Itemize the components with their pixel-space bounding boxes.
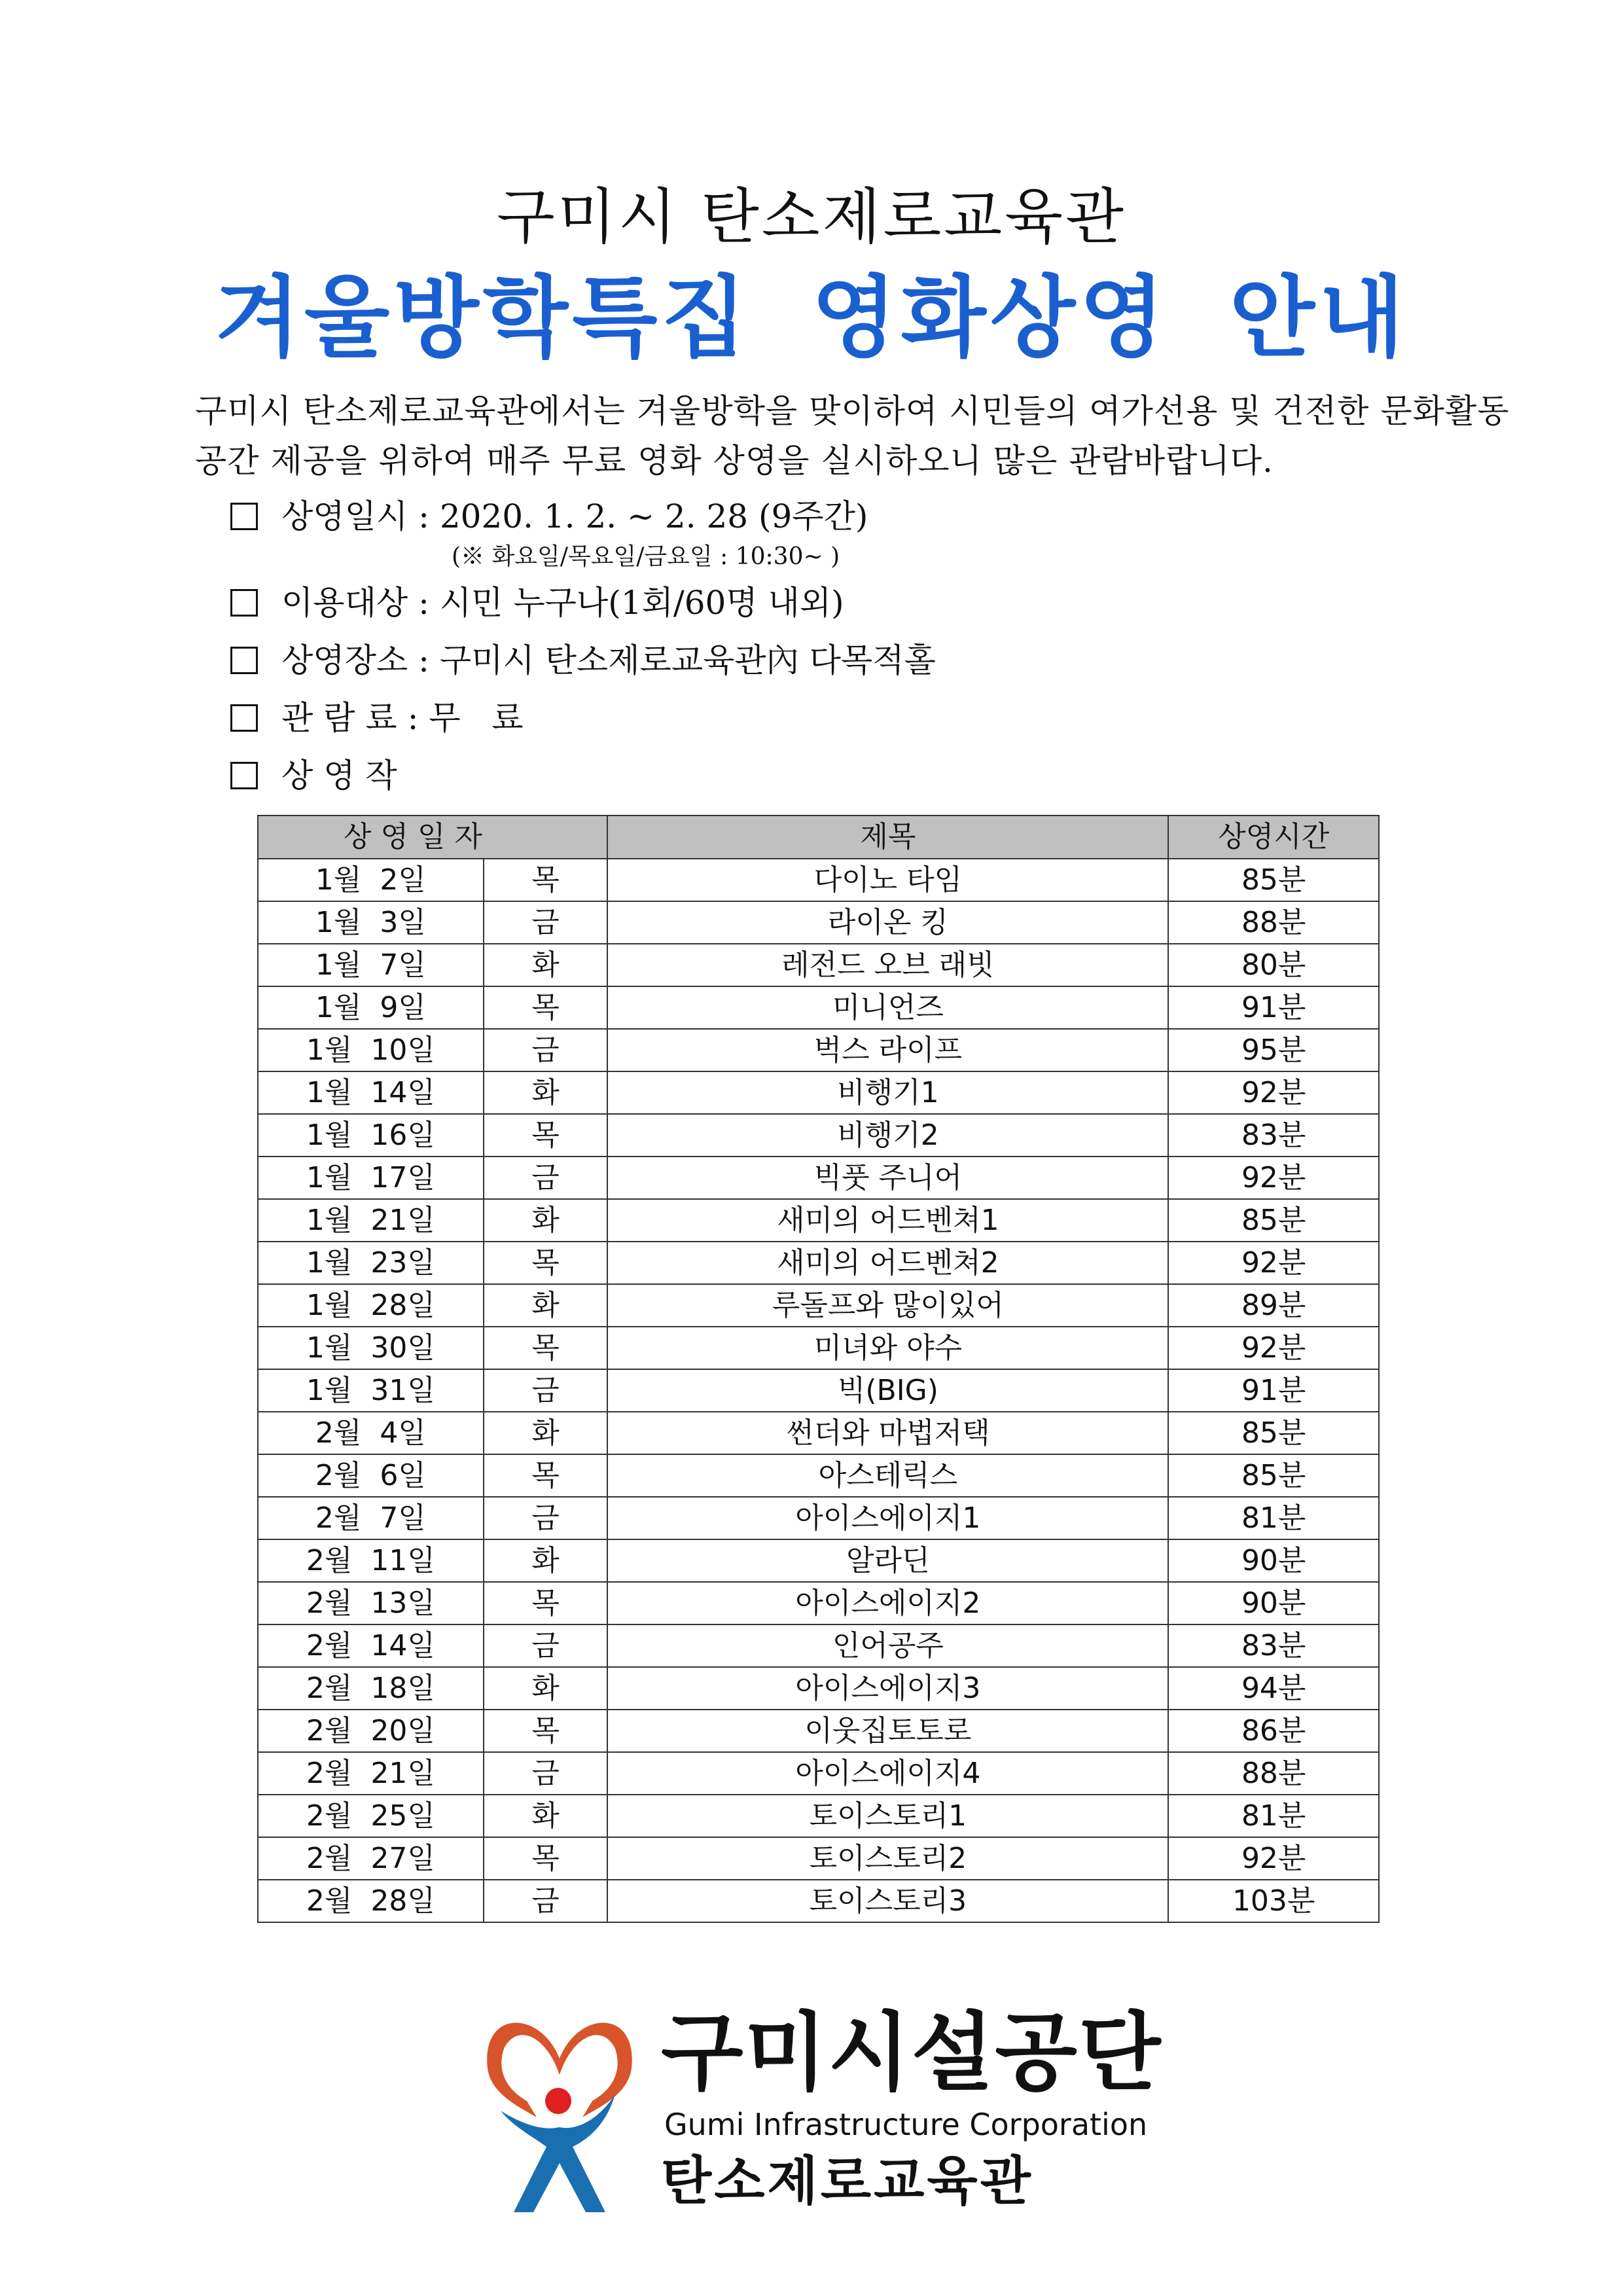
cell-runtime: 83분 (1168, 1624, 1379, 1667)
cell-runtime: 94분 (1168, 1667, 1379, 1710)
cell-weekday: 목 (484, 1242, 608, 1284)
cell-runtime: 85분 (1168, 1199, 1379, 1242)
table-row (258, 986, 1379, 1029)
checkbox-icon (230, 589, 258, 617)
cell-runtime: 88분 (1168, 901, 1379, 944)
cell-title: 새미의 어드벤쳐2 (607, 1242, 1168, 1284)
cell-title: 인어공주 (607, 1624, 1168, 1667)
cell-weekday: 목 (484, 859, 608, 901)
cell-runtime: 83분 (1168, 1114, 1379, 1157)
cell-weekday: 목 (484, 1454, 608, 1497)
cell-runtime: 92분 (1168, 1327, 1379, 1369)
table-row (258, 1624, 1379, 1667)
info-item-films (230, 757, 397, 795)
cell-runtime: 80분 (1168, 944, 1379, 986)
subtitle: 구미시 탄소제로교육관 (497, 182, 1126, 252)
cell-date: 1월 17일 (258, 1157, 484, 1199)
cell-weekday: 화 (484, 1412, 608, 1454)
cell-runtime: 85분 (1168, 1454, 1379, 1497)
table-row (258, 1539, 1379, 1582)
table-row (258, 901, 1379, 944)
table-row (258, 1242, 1379, 1284)
cell-title: 알라딘 (607, 1539, 1168, 1582)
cell-runtime: 81분 (1168, 1497, 1379, 1539)
cell-weekday: 금 (484, 1369, 608, 1412)
cell-title: 아스테릭스 (607, 1454, 1168, 1497)
cell-weekday: 금 (484, 1880, 608, 1922)
table-row (258, 944, 1379, 986)
cell-title: 미니언즈 (607, 986, 1168, 1029)
logo-emblem (474, 1996, 645, 2219)
checkbox-icon (230, 503, 258, 530)
checkbox-icon (230, 704, 258, 732)
cell-weekday: 화 (484, 1199, 608, 1242)
cell-title: 아이스에이지4 (607, 1752, 1168, 1795)
table-row (258, 1114, 1379, 1157)
header-runtime: 상영시간 (1168, 816, 1379, 859)
cell-weekday: 목 (484, 1114, 608, 1157)
table-row (258, 1157, 1379, 1199)
cell-weekday: 금 (484, 1752, 608, 1795)
info-item-date (230, 497, 868, 535)
cell-title: 비행기2 (607, 1114, 1168, 1157)
table-row (258, 1327, 1379, 1369)
cell-runtime: 92분 (1168, 1157, 1379, 1199)
cell-title: 비행기1 (607, 1071, 1168, 1114)
page-title: 겨울방학특집 영화상영 안내 (215, 265, 1408, 369)
logo-sub: 탄소제로교육관 (661, 2151, 1033, 2212)
cell-weekday: 화 (484, 1795, 608, 1837)
cell-date: 1월 31일 (258, 1369, 484, 1412)
cell-runtime: 92분 (1168, 1837, 1379, 1880)
cell-runtime: 90분 (1168, 1582, 1379, 1624)
cell-runtime: 92분 (1168, 1242, 1379, 1284)
cell-title: 이웃집토토로 (607, 1710, 1168, 1752)
cell-date: 1월 9일 (258, 986, 484, 1029)
cell-weekday: 금 (484, 1157, 608, 1199)
schedule-note: (※ 화요일/목요일/금요일 : 10:30~ ) (452, 543, 840, 570)
table-row (258, 1284, 1379, 1327)
table-row (258, 1880, 1379, 1922)
cell-date: 2월 20일 (258, 1710, 484, 1752)
cell-runtime: 90분 (1168, 1539, 1379, 1582)
cell-runtime: 103분 (1168, 1880, 1379, 1922)
cell-weekday: 목 (484, 1710, 608, 1752)
cell-date: 2월 27일 (258, 1837, 484, 1880)
cell-runtime: 91분 (1168, 1369, 1379, 1412)
cell-date: 2월 28일 (258, 1880, 484, 1922)
table-row (258, 1795, 1379, 1837)
table-row (258, 1071, 1379, 1114)
cell-date: 2월 7일 (258, 1497, 484, 1539)
cell-weekday: 목 (484, 1837, 608, 1880)
cell-weekday: 금 (484, 1624, 608, 1667)
cell-title: 루돌프와 많이있어 (607, 1284, 1168, 1327)
cell-title: 토이스토리3 (607, 1880, 1168, 1922)
cell-date: 1월 10일 (258, 1029, 484, 1071)
info-item-place (230, 641, 936, 679)
cell-date: 2월 14일 (258, 1624, 484, 1667)
cell-weekday: 목 (484, 1582, 608, 1624)
cell-runtime: 91분 (1168, 986, 1379, 1029)
cell-weekday: 화 (484, 1539, 608, 1582)
cell-weekday: 화 (484, 1284, 608, 1327)
table-row (258, 1412, 1379, 1454)
cell-date: 2월 21일 (258, 1752, 484, 1795)
table-row (258, 1369, 1379, 1412)
table-row (258, 1582, 1379, 1624)
cell-title: 썬더와 마법저택 (607, 1412, 1168, 1454)
cell-date: 2월 13일 (258, 1582, 484, 1624)
intro-line-1: 구미시 탄소제로교육관에서는 겨울방학을 맞이하여 시민들의 여가선용 및 건전한 문화활동 (195, 392, 1510, 430)
info-item-target (230, 584, 844, 622)
table-row (258, 1667, 1379, 1710)
cell-weekday: 화 (484, 1071, 608, 1114)
table-row (258, 859, 1379, 901)
table-row (258, 1029, 1379, 1071)
header-title: 제목 (607, 816, 1168, 859)
checkbox-icon (230, 647, 258, 674)
cell-date: 2월 25일 (258, 1795, 484, 1837)
cell-date: 1월 7일 (258, 944, 484, 986)
cell-weekday: 화 (484, 944, 608, 986)
cell-title: 미녀와 야수 (607, 1327, 1168, 1369)
cell-runtime: 86분 (1168, 1710, 1379, 1752)
checkbox-icon (230, 762, 258, 789)
cell-date: 1월 30일 (258, 1327, 484, 1369)
cell-date: 1월 14일 (258, 1071, 484, 1114)
table-row (258, 1710, 1379, 1752)
cell-date: 2월 18일 (258, 1667, 484, 1710)
cell-weekday: 목 (484, 1327, 608, 1369)
cell-runtime: 89분 (1168, 1284, 1379, 1327)
table-row (258, 1497, 1379, 1539)
intro-line-2: 공간 제공을 위하여 매주 무료 영화 상영을 실시하오니 많은 관람바랍니다. (195, 442, 1274, 480)
cell-title: 토이스토리2 (607, 1837, 1168, 1880)
cell-title: 다이노 타임 (607, 859, 1168, 901)
cell-title: 아이스에이지2 (607, 1582, 1168, 1624)
cell-weekday: 금 (484, 901, 608, 944)
cell-title: 새미의 어드벤쳐1 (607, 1199, 1168, 1242)
cell-title: 아이스에이지1 (607, 1497, 1168, 1539)
item-text: 상영장소 : 구미시 탄소제로교육관內 다목적홀 (281, 641, 936, 679)
item-text: 관 람 료 : 무 료 (281, 699, 524, 737)
cell-runtime: 81분 (1168, 1795, 1379, 1837)
item-text: 상 영 작 (281, 757, 397, 795)
schedule-table (257, 815, 1380, 1923)
table-row (258, 1454, 1379, 1497)
item-text: 상영일시 : 2020. 1. 2. ~ 2. 28 (9주간) (281, 497, 868, 535)
cell-title: 라이온 킹 (607, 901, 1168, 944)
cell-runtime: 85분 (1168, 859, 1379, 901)
cell-title: 아이스에이지3 (607, 1667, 1168, 1710)
header-date: 상 영 일 자 (258, 816, 607, 859)
cell-title: 레전드 오브 래빗 (607, 944, 1168, 986)
cell-runtime: 88분 (1168, 1752, 1379, 1795)
cell-runtime: 92분 (1168, 1071, 1379, 1114)
table-row (258, 1199, 1379, 1242)
cell-title: 빅풋 주니어 (607, 1157, 1168, 1199)
cell-title: 벅스 라이프 (607, 1029, 1168, 1071)
cell-weekday: 목 (484, 986, 608, 1029)
table-row (258, 1752, 1379, 1795)
cell-title: 토이스토리1 (607, 1795, 1168, 1837)
cell-weekday: 금 (484, 1497, 608, 1539)
logo-english: Gumi Infrastructure Corporation (664, 2107, 1148, 2142)
cell-date: 1월 2일 (258, 859, 484, 901)
cell-date: 1월 28일 (258, 1284, 484, 1327)
cell-runtime: 95분 (1168, 1029, 1379, 1071)
cell-date: 2월 6일 (258, 1454, 484, 1497)
table-header-row (258, 816, 1379, 859)
logo-name: 구미시설공단 (661, 2003, 1162, 2102)
cell-date: 2월 11일 (258, 1539, 484, 1582)
table-row (258, 1837, 1379, 1880)
cell-date: 2월 4일 (258, 1412, 484, 1454)
cell-runtime: 85분 (1168, 1412, 1379, 1454)
cell-date: 1월 16일 (258, 1114, 484, 1157)
item-text: 이용대상 : 시민 누구나(1회/60명 내외) (281, 584, 844, 622)
cell-weekday: 화 (484, 1667, 608, 1710)
cell-weekday: 금 (484, 1029, 608, 1071)
cell-title: 빅(BIG) (607, 1369, 1168, 1412)
cell-date: 1월 3일 (258, 901, 484, 944)
cell-date: 1월 21일 (258, 1199, 484, 1242)
cell-date: 1월 23일 (258, 1242, 484, 1284)
info-item-fee (230, 699, 524, 737)
